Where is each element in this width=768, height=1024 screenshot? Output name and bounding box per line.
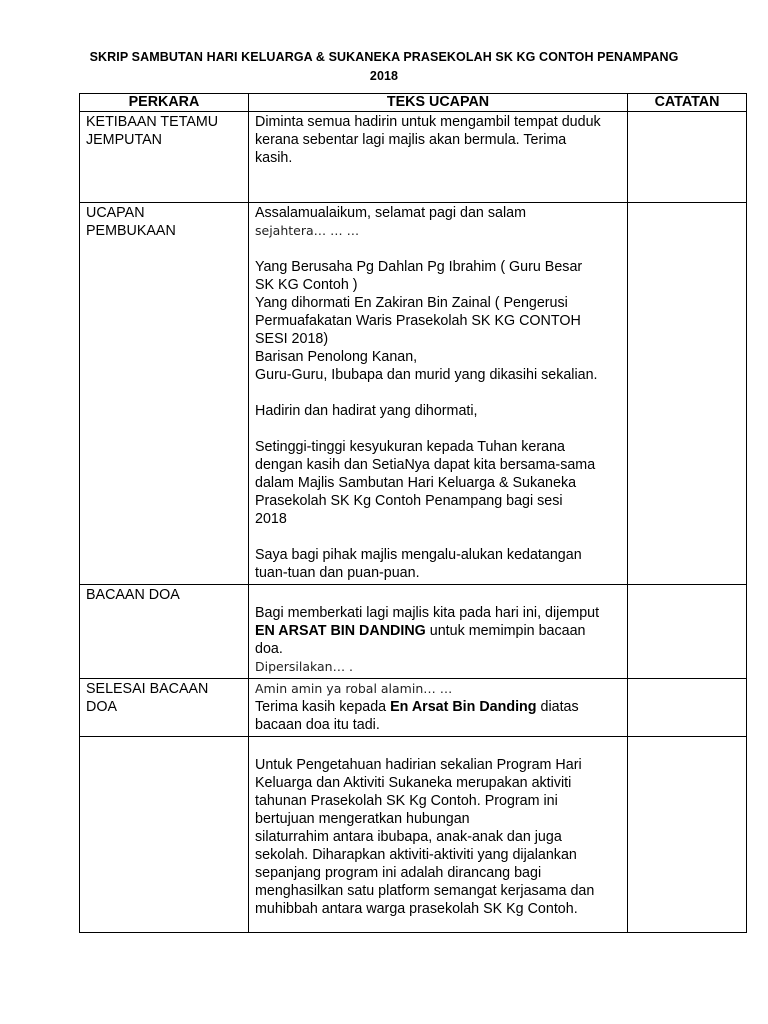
catatan-cell bbox=[628, 585, 747, 679]
catatan-cell bbox=[628, 679, 747, 737]
title-line-2: 2018 bbox=[369, 69, 399, 83]
teks-cell: Amin amin ya robal alamin… … Terima kasih kepada En Arsat Bin Danding diatas bacaan doa itu tadi. bbox=[249, 679, 628, 737]
catatan-cell bbox=[628, 737, 747, 933]
doa-leader-name: EN ARSAT BIN DANDING bbox=[255, 623, 426, 639]
catatan-cell bbox=[628, 203, 747, 585]
teks-cell: Untuk Pengetahuan hadirian sekalian Program Hari Keluarga dan Aktiviti Sukaneka merupakan aktiviti tahunan Prasekolah SK Kg Contoh. Program ini bertujuan mengeratkan hubungan silaturrahim antara ibubapa, anak-anak dan juga sekolah. Diharapkan aktiviti-aktiviti yang dijalankan sepanjang program ini adalah dirancang bagi menghasilkan satu platform semangat kerjasama dan muhibbah antara warga prasekolah SK Kg Contoh. bbox=[249, 737, 628, 933]
table-row bbox=[80, 679, 747, 737]
table-row bbox=[80, 737, 747, 933]
perkara-cell: UCAPAN PEMBUKAAN bbox=[80, 203, 249, 585]
catatan-cell bbox=[628, 112, 747, 203]
teks-cell: Assalamualaikum, selamat pagi dan salam sejahtera… … … Yang Berusaha Pg Dahlan Pg Ibrahim ( Guru Besar SK KG Contoh ) Yang dihormati En Zakiran Bin Zainal ( Pengerusi Permuafakatan Waris Prasekolah SK KG CONTOH SESI 2018) Barisan Penolong Kanan, Guru-Guru, Ibubapa dan murid yang dikasihi sekalian. Hadirin dan hadirat yang dihormati, Setinggi-tinggi kesyukuran kepada Tuhan kerana dengan kasih dan SetiaNya dapat kita bersama-sama dalam Majlis Sambutan Hari Keluarga & Sukaneka Prasekolah SK Kg Contoh Penampang bagi sesi 2018 Saya bagi pihak majlis mengalu-alukan kedatangan tuan-tuan dan puan-puan. bbox=[249, 203, 628, 585]
header-catatan: CATATAN bbox=[628, 94, 747, 112]
header-teks-ucapan: TEKS UCAPAN bbox=[249, 94, 628, 112]
perkara-cell bbox=[80, 737, 249, 933]
teks-cell: Diminta semua hadirin untuk mengambil tempat duduk kerana sebentar lagi majlis akan bermula. Terima kasih. bbox=[249, 112, 628, 203]
teks-cell: Bagi memberkati lagi majlis kita pada hari ini, dijemput EN ARSAT BIN DANDING untuk memimpin bacaan doa. Dipersilakan… . bbox=[249, 585, 628, 679]
title-line-1: SKRIP SAMBUTAN HARI KELUARGA & SUKANEKA PRASEKOLAH SK KG CONTOH PENAMPANG bbox=[89, 50, 679, 64]
table-header-row bbox=[80, 94, 747, 112]
doa-leader-name: En Arsat Bin Danding bbox=[390, 699, 537, 715]
perkara-cell: SELESAI BACAAN DOA bbox=[80, 679, 249, 737]
perkara-cell: KETIBAAN TETAMU JEMPUTAN bbox=[80, 112, 249, 203]
script-table bbox=[79, 93, 747, 933]
perkara-cell: BACAAN DOA bbox=[80, 585, 249, 679]
table-row bbox=[80, 112, 747, 203]
header-perkara: PERKARA bbox=[80, 94, 249, 112]
table-row bbox=[80, 585, 747, 679]
document-title bbox=[0, 48, 768, 86]
table-row bbox=[80, 203, 747, 585]
